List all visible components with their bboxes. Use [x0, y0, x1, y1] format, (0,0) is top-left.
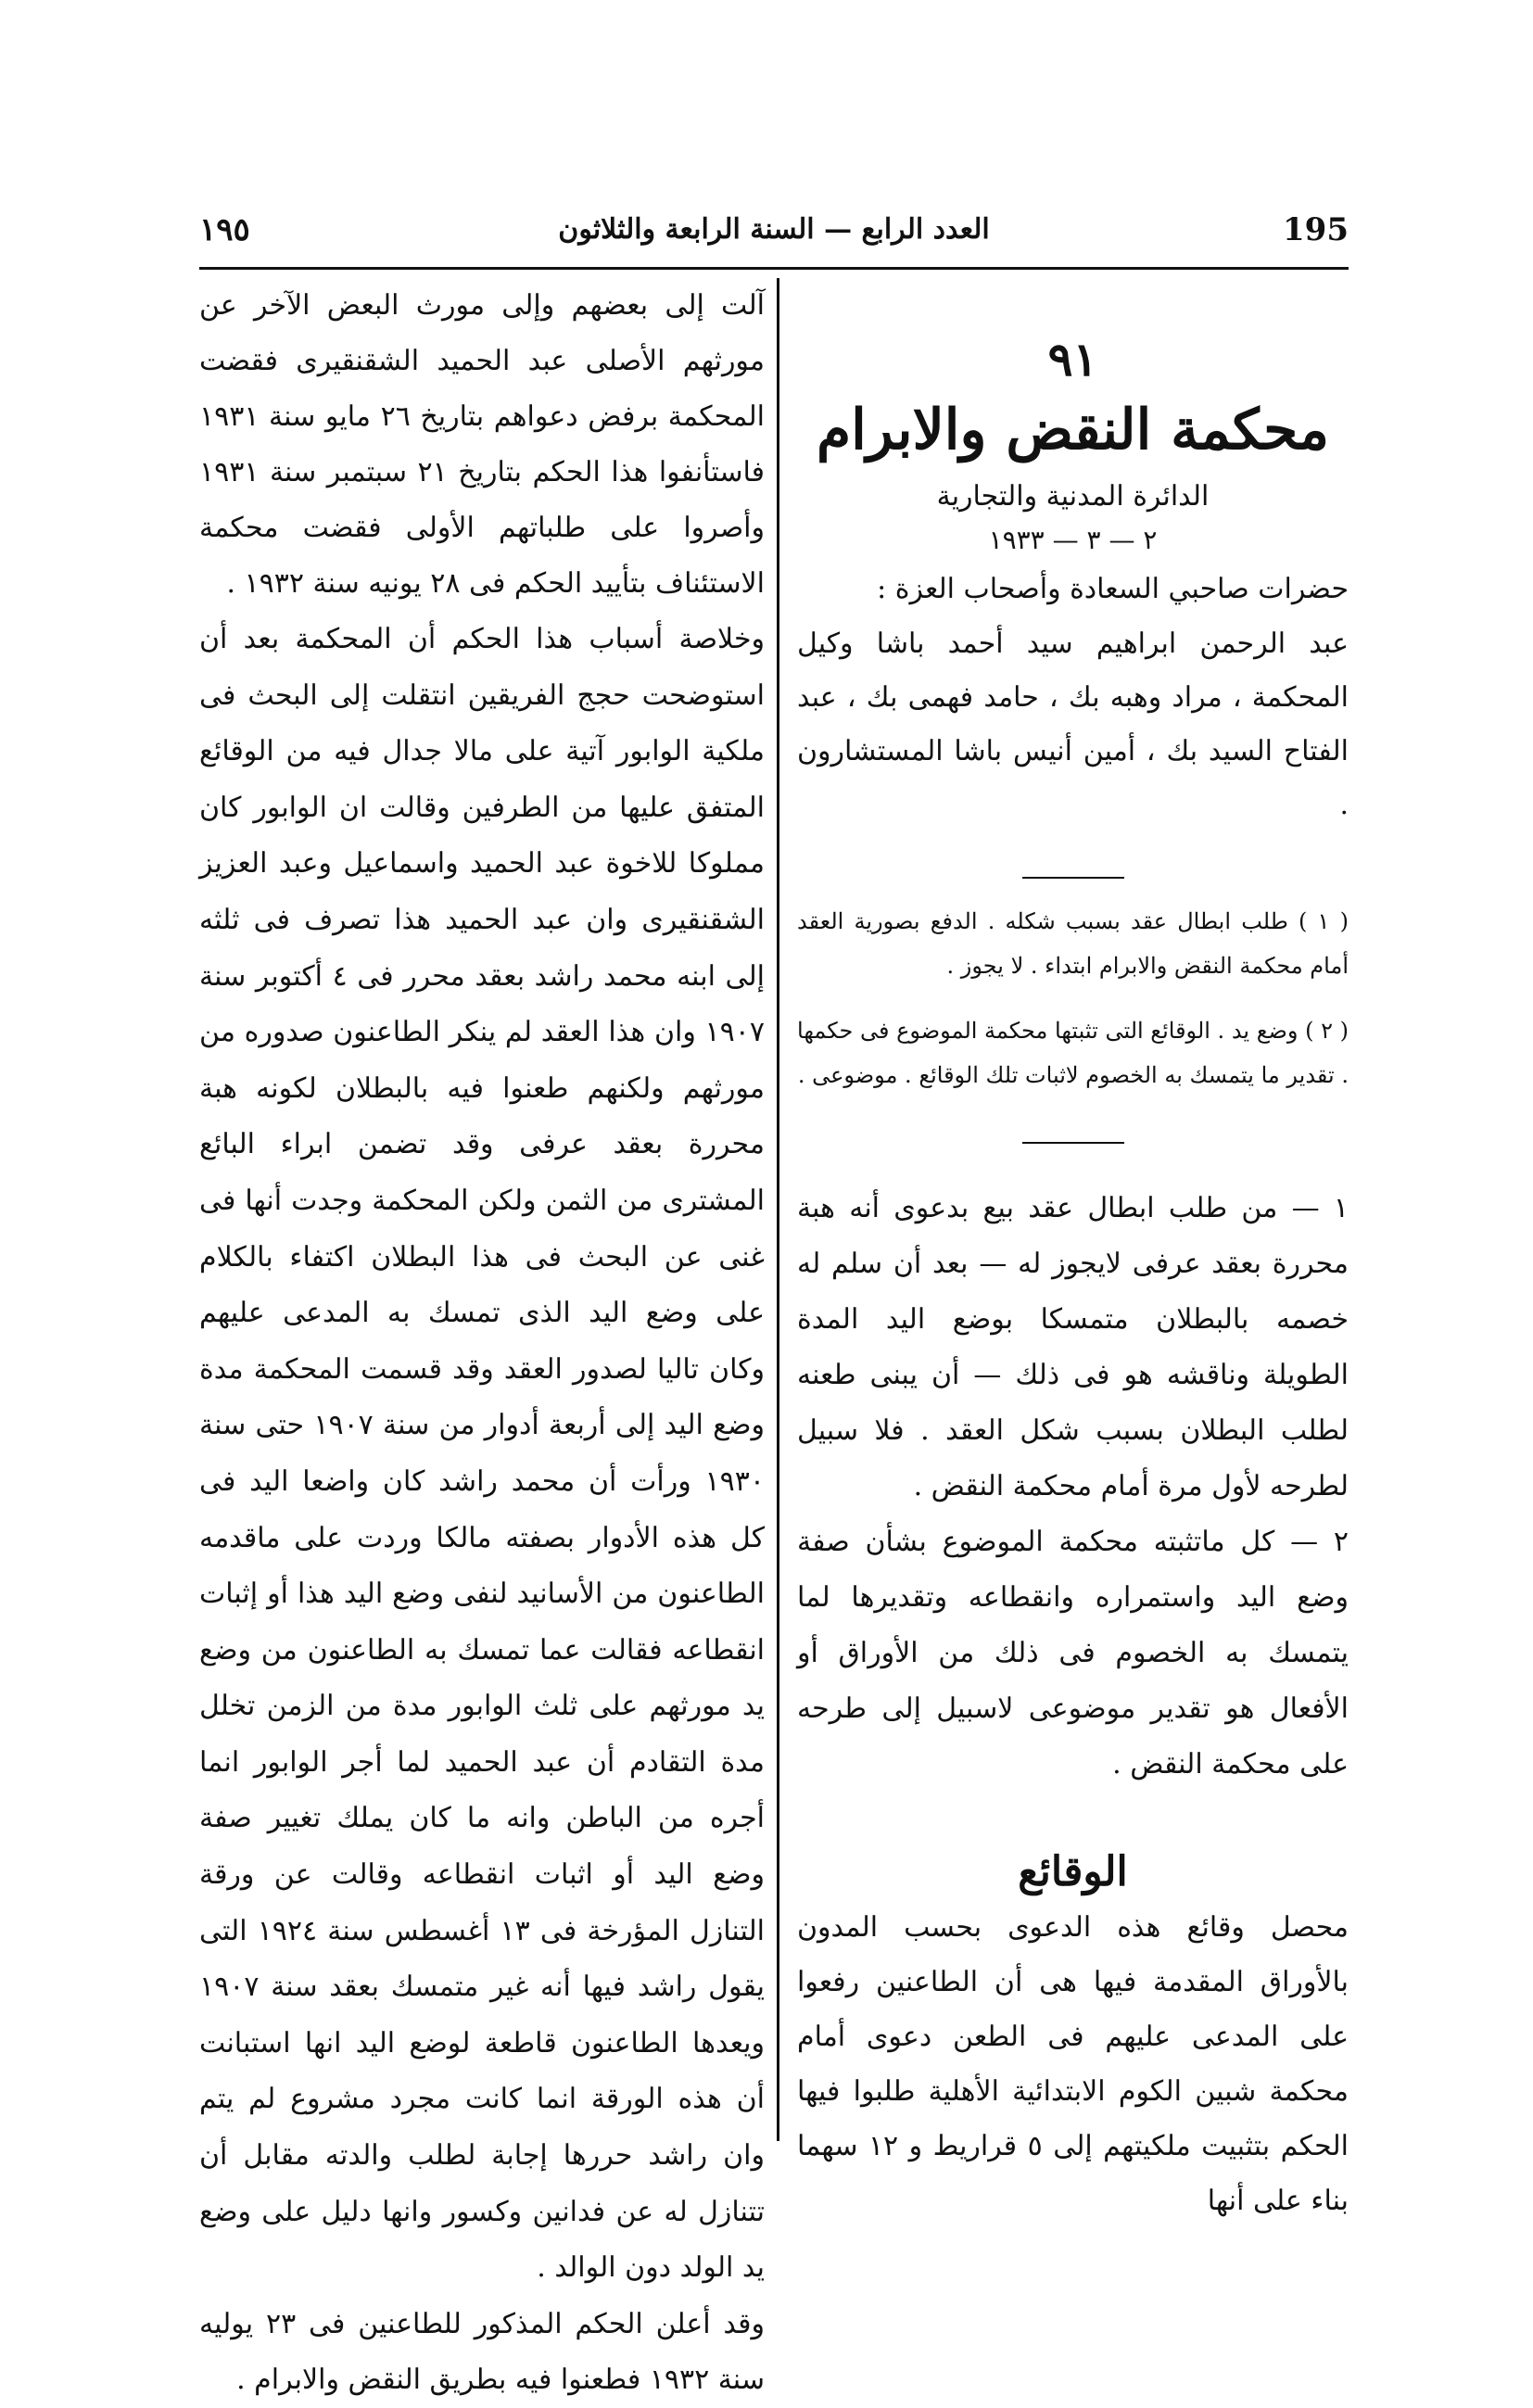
running-header	[199, 211, 1349, 260]
column-divider	[777, 278, 779, 2141]
summary-item: ( ١ ) طلب ابطال عقد بسبب شكله . الدفع بصورية العقد أمام محكمة النقض والابرام ابتداء . لا يجوز .	[797, 908, 1349, 979]
court-name: محكمة النقض والابرام	[816, 398, 1330, 463]
bench-intro: حضرات صاحبي السعادة وأصحاب العزة :	[877, 573, 1349, 605]
header-rule	[199, 267, 1349, 270]
case-number: ٩١	[1047, 332, 1098, 387]
page-number-arabic: ١٩٥	[199, 211, 250, 248]
section-rule	[1022, 1142, 1124, 1144]
appeal-paragraph: وقد أعلن الحكم المذكور للطاعنين فى ٢٣ يوليه سنة ١٩٣٢ فطعنوا فيه بطريق النقض والابرام .	[199, 2307, 765, 2396]
page-number-latin: 195	[1283, 211, 1349, 248]
legal-principle: ١ — من طلب ابطال عقد بيع بدعوى أنه هبة محررة بعقد عرفى لايجوز له — بعد أن سلم له خصمه بالبطلان متمسكا بوضع اليد المدة الطويلة وناقشه هو فى ذلك — أن يبنى طعنه لطلب البطلان بسبب شكل العقد . فلا سبيل لطرحه لأول مرة أمام محكمة النقض .	[797, 1192, 1349, 1502]
left-column	[199, 278, 765, 2408]
judges-list: عبد الرحمن ابراهيم سيد أحمد باشا وكيل المحكمة ، مراد وهبه بك ، حامد فهمى بك ، عبد الفتاح السيد بك ، أمين أنيس باشا المستشارون .	[797, 627, 1349, 821]
court-circuit: الدائرة المدنية والتجارية	[936, 480, 1210, 513]
facts-paragraph: محصل وقائع هذه الدعوى بحسب المدون بالأوراق المقدمة فيها هى أن الطاعنين رفعوا على المدعى عليهم فى الطعن دعوى أمام محكمة شبين الكوم الابتدائية الأهلية طلبوا فيها الحكم بتثبيت ملكيتهم إلى ٥ قراريط و ١٢ سهما بناء على أنها	[797, 1911, 1349, 2217]
facts-heading: الوقائع	[1018, 1848, 1128, 1895]
summary-item: ( ٢ ) وضع يد . الوقائع التى تثبتها محكمة الموضوع فى حكمها . تقدير ما يتمسك به الخصوم لاثبات تلك الوقائع . موضوعى .	[797, 1018, 1349, 1088]
continuation-paragraph: آلت إلى بعضهم وإلى مورث البعض الآخر عن مورثهم الأصلى عبد الحميد الشقنقيرى فقضت المحكمة برفض دعواهم بتاريخ ٢٦ مايو سنة ١٩٣١ فاستأنفوا هذا الحكم بتاريخ ٢١ سبتمبر سنة ١٩٣١ وأصروا على طلباتهم الأولى فقضت محكمة الاستئناف بتأييد الحكم فى ٢٨ يونيه سنة ١٩٣٢ .	[199, 289, 765, 600]
section-rule	[1022, 877, 1124, 879]
issue-title: العدد الرابع — السنة الرابعة والثلاثون	[558, 213, 990, 246]
right-column	[797, 278, 1349, 2228]
legal-principle: ٢ — كل ماتثبته محكمة الموضوع بشأن صفة وضع اليد واستمراره وانقطاعه وتقديرها لما يتمسك به الخصوم فى ذلك من الأوراق أو الأفعال هو تقدير موضوعى لاسبيل إلى طرحه على محكمة النقض .	[797, 1526, 1349, 1781]
case-date: ٢ — ٣ — ١٩٣٣	[988, 525, 1158, 555]
reasons-paragraph: وخلاصة أسباب هذا الحكم أن المحكمة بعد أن استوضحت حجج الفريقين انتقلت إلى البحث فى ملكية الوابور آتية على مالا جدال فيه من الوقائع المتفق عليها من الطرفين وقالت ان الوابور كان مملوكا للاخوة عبد الحميد واسماعيل وعبد العزيز الشقنقيرى وان عبد الحميد هذا تصرف فى ثلثه إلى ابنه محمد راشد بعقد محرر فى ٤ أكتوبر سنة ١٩٠٧ وان هذا العقد لم ينكر الطاعنون صدوره من مورثهم ولكنهم طعنوا فيه بالبطلان لكونه هبة محررة بعقد عرفى وقد تضمن ابراء البائع المشترى من الثمن ولكن المحكمة وجدت أنها فى غنى عن البحث فى هذا البطلان اكتفاء بالكلام على وضع اليد الذى تمسك به المدعى عليهم وكان تاليا لصدور العقد وقد قسمت المحكمة مدة وضع اليد إلى أربعة أدوار من سنة ١٩٠٧ حتى سنة ١٩٣٠ ورأت أن محمد راشد كان واضعا اليد فى كل هذه الأدوار بصفته مالكا وردت على ماقدمه الطاعنون من الأسانيد لنفى وضع اليد هذا أو إثبات انقطاعه فقالت عما تمسك به الطاعنون من وضع يد مورثهم على ثلث الوابور مدة من الزمن تخلل مدة التقادم أن عبد الحميد لما أجر الوابور انما أجره من الباطن وانه ما كان يملك تغيير صفة وضع اليد أو اثبات انقطاعه وقالت عن ورقة التنازل المؤرخة فى ١٣ أغسطس سنة ١٩٢٤ التى يقول راشد فيها أنه غير متمسك بعقد سنة ١٩٠٧ ويعدها الطاعنون قاطعة لوضع اليد انها استبانت أن هذه الورقة انما كانت مجرد مشروع لم يتم وان راشد حررها إجابة لطلب والدته مقابل أن تتنازل له عن فدانين وكسور وانها دليل على وضع يد الولد دون الوالد .	[199, 623, 766, 2285]
